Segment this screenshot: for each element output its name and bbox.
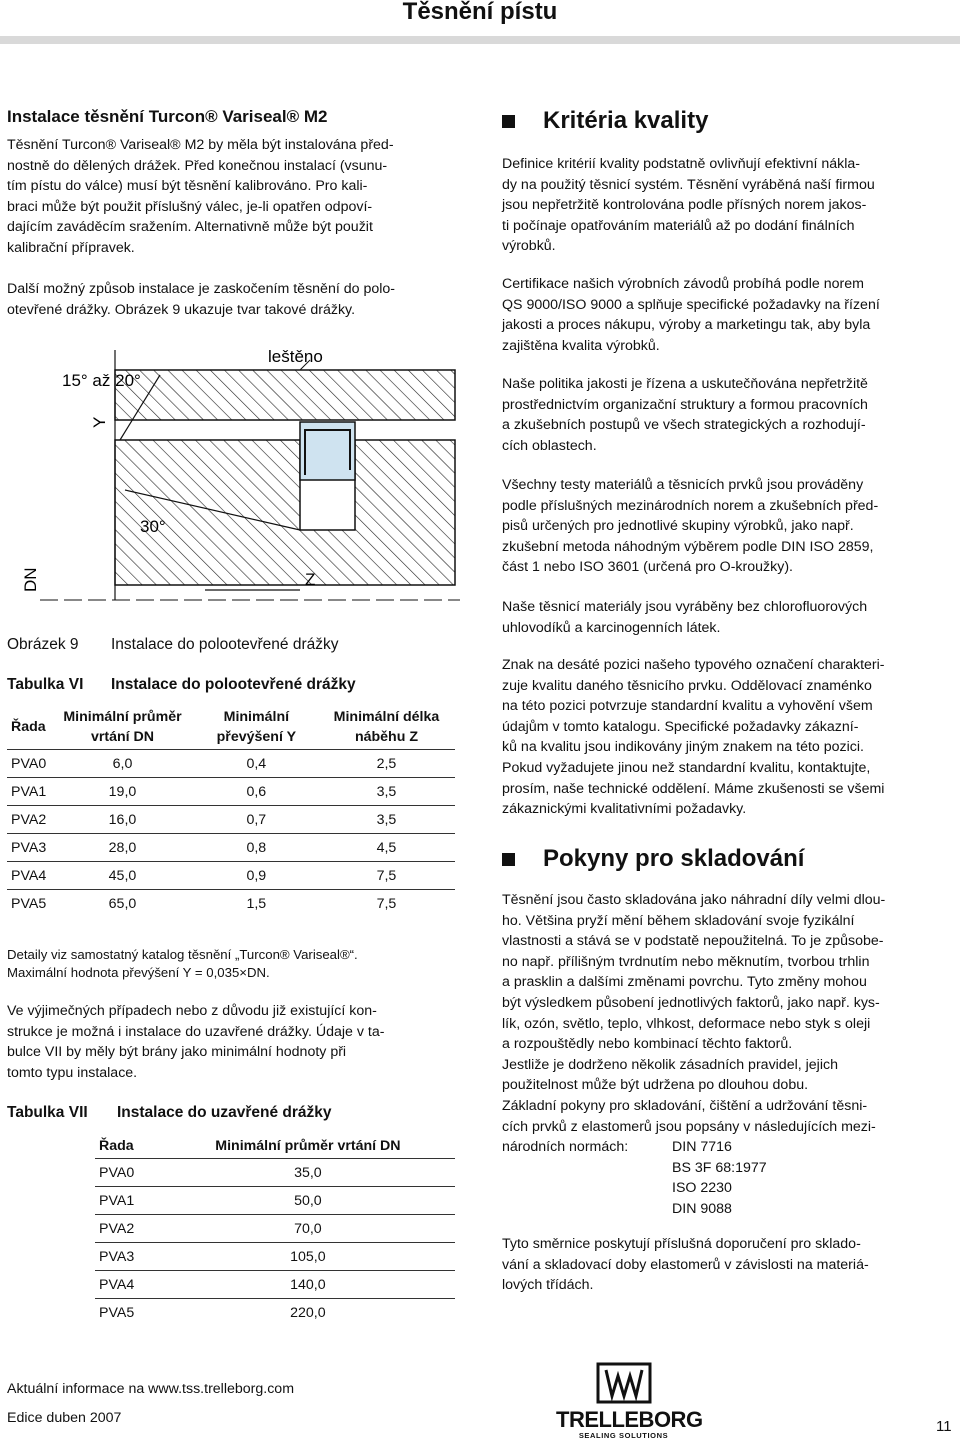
table-cell: 6,0 bbox=[50, 750, 195, 778]
table-row bbox=[7, 778, 455, 806]
trelleborg-logo bbox=[556, 1362, 703, 1440]
table-cell: 45,0 bbox=[50, 862, 195, 890]
piston-section bbox=[115, 440, 455, 585]
paragraph-installation-2 bbox=[7, 279, 455, 320]
text-line: cích prvků z elastomerů jsou popsány v následujících mezi- bbox=[502, 1118, 876, 1135]
text-line: bulce VII by měly být brány jako minimální hodnoty při bbox=[7, 1044, 347, 1061]
note-line: Maximální hodnota převýšení Y = 0,035×DN. bbox=[7, 965, 270, 980]
table-cell: 0,7 bbox=[195, 806, 318, 834]
paragraph-quality-1 bbox=[502, 154, 956, 257]
text-line: Definice kritérií kvality podstatně ovlivňují efektivní nákla- bbox=[502, 156, 860, 172]
table-cell: 19,0 bbox=[50, 778, 195, 806]
paragraph-quality-4 bbox=[502, 475, 956, 578]
table-cell: PVA1 bbox=[95, 1187, 161, 1215]
table-cell: 220,0 bbox=[161, 1299, 455, 1327]
text-line: vlastnosti a stává se v podstatě nepoužitelná. To je způsobe- bbox=[502, 933, 884, 950]
table-cell: PVA1 bbox=[7, 778, 50, 806]
logo-mark-icon bbox=[556, 1362, 691, 1404]
table7 bbox=[95, 1134, 455, 1326]
section-heading-text: Kritéria kvality bbox=[543, 107, 709, 134]
logo-brand-text: TRELLEBORG bbox=[556, 1407, 703, 1432]
table7-caption-number: Tabulka VII bbox=[7, 1104, 88, 1121]
page-title: Těsnění pístu bbox=[402, 0, 558, 25]
paragraph-quality-5 bbox=[502, 597, 956, 638]
table6-caption-text: Instalace do polootevřené drážky bbox=[111, 676, 356, 693]
figure-caption-number: Obrázek 9 bbox=[7, 636, 79, 653]
norm-item: DIN 9088 bbox=[672, 1200, 732, 1217]
text-line: kalibrační přípravek. bbox=[7, 239, 135, 256]
table7-header-cell: Minimální průměr vrtání DN bbox=[215, 1138, 401, 1154]
text-line: tím pístu do válce) musí být těsnění kalibrováno. Pro kali- bbox=[7, 178, 368, 195]
text-line: podle příslušných mezinárodních norem a zkušebních před- bbox=[502, 497, 879, 514]
text-line: Další možný způsob instalace je zaskočením těsnění do polo- bbox=[7, 281, 395, 297]
text-line: být výsledkem působení jednotlivých faktorů, jako např. kys- bbox=[502, 994, 880, 1011]
bullet-square-icon bbox=[502, 853, 515, 866]
text-line: zajištěna kvalita výrobků. bbox=[502, 337, 660, 354]
table-row bbox=[7, 890, 455, 918]
table-cell: PVA2 bbox=[7, 806, 50, 834]
norm-item: BS 3F 68:1977 bbox=[672, 1159, 767, 1176]
paragraph-quality-2 bbox=[502, 274, 956, 356]
norm-item: DIN 7716 bbox=[672, 1139, 732, 1156]
page-number: 11 bbox=[936, 1418, 952, 1435]
table-cell: 35,0 bbox=[161, 1159, 455, 1187]
text-line: pisů určených pro jednotlivé skupiny výrobků, jako např. bbox=[502, 518, 854, 535]
text-line: Pokud vyžadujete jinou než standardní kvalitu, kontaktujte, bbox=[502, 759, 871, 776]
table-cell: PVA5 bbox=[7, 890, 50, 918]
table-row bbox=[7, 750, 455, 778]
table-row bbox=[95, 1299, 455, 1327]
text-line: otevřené drážky. Obrázek 9 ukazuje tvar takové drážky. bbox=[7, 301, 356, 318]
table-cell: PVA3 bbox=[7, 834, 50, 862]
text-line: Těsnění Turcon® Variseal® M2 by měla být instalována před- bbox=[7, 137, 394, 153]
table-row bbox=[95, 1187, 455, 1215]
table-cell: 0,8 bbox=[195, 834, 318, 862]
table-row bbox=[95, 1215, 455, 1243]
text-line: lík, ozón, světlo, teplo, vlhkost, deformace nebo styk s oleji bbox=[502, 1015, 871, 1032]
text-line: Naše těsnicí materiály jsou vyráběny bez chlorofluorových bbox=[502, 599, 868, 615]
table-cell: 7,5 bbox=[318, 890, 455, 918]
table-cell: 3,5 bbox=[318, 806, 455, 834]
table6-header-cell: Minimální převýšení Y bbox=[216, 709, 297, 745]
label-y: Y bbox=[90, 416, 109, 428]
text-line: zákaznickými kvalitativními požadavky. bbox=[502, 801, 747, 818]
table-row bbox=[95, 1271, 455, 1299]
text-line: ků na kvalitu jsou indikovány jiným znakem na této pozici. bbox=[502, 739, 864, 756]
table-cell: 3,5 bbox=[318, 778, 455, 806]
norms-line bbox=[502, 1137, 956, 1158]
table6-caption bbox=[7, 676, 455, 694]
bullet-square-icon bbox=[502, 115, 515, 128]
table-cell: 16,0 bbox=[50, 806, 195, 834]
text-line: prosím, naše technické oddělení. Máme zkušenosti se všemi bbox=[502, 780, 885, 797]
table-cell: PVA2 bbox=[95, 1215, 161, 1243]
text-line: a zkušebních postupů ve všech strategických a rozhodují- bbox=[502, 417, 866, 434]
text-line: Znak na desáté pozici našeho typového označení charakteri- bbox=[502, 657, 885, 673]
table7-caption bbox=[7, 1104, 455, 1122]
table-cell: PVA4 bbox=[95, 1271, 161, 1299]
table-cell: PVA5 bbox=[95, 1299, 161, 1327]
table-cell: 105,0 bbox=[161, 1243, 455, 1271]
paragraph-storage-2 bbox=[502, 1234, 956, 1296]
section-heading-text: Pokyny pro skladování bbox=[543, 845, 805, 872]
table-cell: 4,5 bbox=[318, 834, 455, 862]
table6-header-row bbox=[7, 705, 455, 750]
table-cell: 140,0 bbox=[161, 1271, 455, 1299]
table-cell: 65,0 bbox=[50, 890, 195, 918]
text-line: Základní pokyny pro skladování, čištění a udržování těsni- bbox=[502, 1097, 868, 1114]
table-cell: PVA0 bbox=[95, 1159, 161, 1187]
table-cell: 1,5 bbox=[195, 890, 318, 918]
table-cell: 2,5 bbox=[318, 750, 455, 778]
table7-header-row bbox=[95, 1134, 455, 1159]
groove-diagram bbox=[0, 330, 460, 615]
text-line: Těsnění jsou často skladována jako náhradní díly velmi dlou- bbox=[502, 892, 886, 908]
table6-header-cell: Minimální délka náběhu Z bbox=[333, 709, 440, 745]
footer-info: Aktuální informace na www.tss.trelleborg.com bbox=[7, 1381, 295, 1397]
table-cell: PVA4 bbox=[7, 862, 50, 890]
paragraph-installation-1 bbox=[7, 135, 455, 259]
text-line: ti počínaje opatřováním materiálů až po dodání finálních bbox=[502, 217, 855, 234]
cylinder-section bbox=[115, 370, 455, 420]
text-line: braci může být použit příslušný válec, je-li opatřen odpoví- bbox=[7, 198, 373, 215]
text-line: a rozpouštědly nebo kombinací těchto faktorů. bbox=[502, 1036, 793, 1053]
label-dn: DN bbox=[21, 567, 40, 592]
note-line: Detaily viz samostatný katalog těsnění „Turcon® Variseal®“. bbox=[7, 947, 358, 962]
table6-header-cell: Řada bbox=[11, 719, 46, 735]
text-line: zuje kvalitu daného těsnicího prvku. Oddělovací znaménko bbox=[502, 677, 872, 694]
table7-header-cell: Řada bbox=[99, 1138, 134, 1154]
text-line: prostřednictvím organizační struktury a formou pracovních bbox=[502, 396, 868, 413]
table-cell: 70,0 bbox=[161, 1215, 455, 1243]
footer-edition: Edice duben 2007 bbox=[7, 1410, 122, 1426]
paragraph-closed-groove bbox=[7, 1001, 455, 1083]
text-line: uhlovodíků a karcinogenních látek. bbox=[502, 619, 721, 636]
paragraph-quality-3 bbox=[502, 374, 956, 456]
section-heading-quality bbox=[502, 108, 956, 134]
text-line: údajům v tomto katalogu. Specifické požadavky zákazní- bbox=[502, 718, 859, 735]
text-line: ho. Většina pryží mění během skladování svoje fyzikální bbox=[502, 912, 855, 929]
table6-notes bbox=[7, 946, 455, 982]
text-line: na této pozici potvrzuje standardní kvalitu a vyhovění všem bbox=[502, 698, 873, 715]
logo-sub-text: SEALING SOLUTIONS bbox=[578, 1431, 669, 1440]
table6 bbox=[7, 705, 455, 917]
table-cell: 0,6 bbox=[195, 778, 318, 806]
text-line: QS 9000/ISO 9000 a splňuje specifické požadavky na řízení bbox=[502, 296, 880, 313]
table-row bbox=[95, 1159, 455, 1187]
table-row bbox=[7, 862, 455, 890]
text-line: vání a skladovací doby elastomerů v závislosti na materiá- bbox=[502, 1256, 869, 1273]
text-line: Certifikace našich výrobních závodů probíhá podle norem bbox=[502, 276, 864, 292]
paragraph-storage-1 bbox=[502, 890, 956, 1220]
header-rule bbox=[0, 36, 960, 44]
text-line: Tyto směrnice poskytují příslušná doporučení pro sklado- bbox=[502, 1236, 861, 1252]
norm-item: ISO 2230 bbox=[672, 1180, 732, 1197]
table-cell: 0,4 bbox=[195, 750, 318, 778]
table-cell: 28,0 bbox=[50, 834, 195, 862]
text-line: část 1 nebo ISO 3601 (určená pro O-kroužky). bbox=[502, 559, 793, 576]
label-z: Z bbox=[305, 570, 316, 589]
paragraph-quality-6 bbox=[502, 655, 956, 820]
text-line: nostně do dělených drážek. Před konečnou instalací (vsunu- bbox=[7, 157, 388, 174]
table-cell: 50,0 bbox=[161, 1187, 455, 1215]
text-line: jakosti a proces nákupu, výroby a marketingu tak, aby byla bbox=[502, 317, 871, 334]
text-line: tomto typu instalace. bbox=[7, 1064, 138, 1081]
label-angle: 15° až 20° bbox=[62, 371, 141, 390]
section-heading-installation: Instalace těsnění Turcon® Variseal® M2 bbox=[7, 107, 328, 126]
table-cell: PVA0 bbox=[7, 750, 50, 778]
text-line: použitelnost může být udržena po dlouhou dobu. bbox=[502, 1077, 809, 1094]
text-line: dy na použitý těsnicí systém. Těsnění vyráběná naší firmou bbox=[502, 176, 875, 193]
text-line: cích oblastech. bbox=[502, 437, 597, 454]
table-cell: 7,5 bbox=[318, 862, 455, 890]
text-line: a prasklin a dalšími změnami povrchu. Tyto změny mohou bbox=[502, 974, 867, 991]
norms-lead: národních normách: bbox=[502, 1139, 629, 1156]
text-line: lových třídách. bbox=[502, 1277, 594, 1294]
table-cell: PVA3 bbox=[95, 1243, 161, 1271]
text-line: Všechny testy materiálů a těsnicích prvků jsou prováděny bbox=[502, 477, 864, 493]
table-row bbox=[7, 806, 455, 834]
table7-caption-text: Instalace do uzavřené drážky bbox=[117, 1104, 332, 1121]
label-30: 30° bbox=[140, 517, 166, 536]
figure-caption bbox=[7, 636, 339, 654]
figure-caption-text: Instalace do polootevřené drážky bbox=[111, 636, 339, 653]
table-row bbox=[95, 1243, 455, 1271]
text-line: no např. přílišným tvrdnutím nebo měknutím, tvorbou trhlin bbox=[502, 953, 870, 970]
table-cell: 0,9 bbox=[195, 862, 318, 890]
text-line: Naše politika jakosti je řízena a uskutečňována nepřetržitě bbox=[502, 376, 868, 392]
text-line: strukce je možná i instalace do uzavřené drážky. Údaje v ta- bbox=[7, 1023, 385, 1040]
section-heading-storage bbox=[502, 846, 956, 872]
text-line: zkušební metoda náhodným výběrem podle DIN ISO 2859, bbox=[502, 538, 874, 555]
text-line: jsou nepřetržitě kontrolována podle přísných norem jakos- bbox=[502, 197, 867, 214]
table6-header-cell: Minimální průměr vrtání DN bbox=[63, 709, 182, 745]
table6-caption-number: Tabulka VI bbox=[7, 676, 84, 693]
text-line: Ve výjimečných případech nebo z důvodu již existující kon- bbox=[7, 1003, 377, 1019]
text-line: dajícím zaváděcím sražením. Alternativně může být použit bbox=[7, 219, 373, 236]
text-line: výrobků. bbox=[502, 238, 556, 255]
label-polished: leštěno bbox=[268, 347, 323, 366]
text-line: Jestliže je dodrženo několik zásadních pravidel, jejich bbox=[502, 1056, 838, 1073]
table-row bbox=[7, 834, 455, 862]
